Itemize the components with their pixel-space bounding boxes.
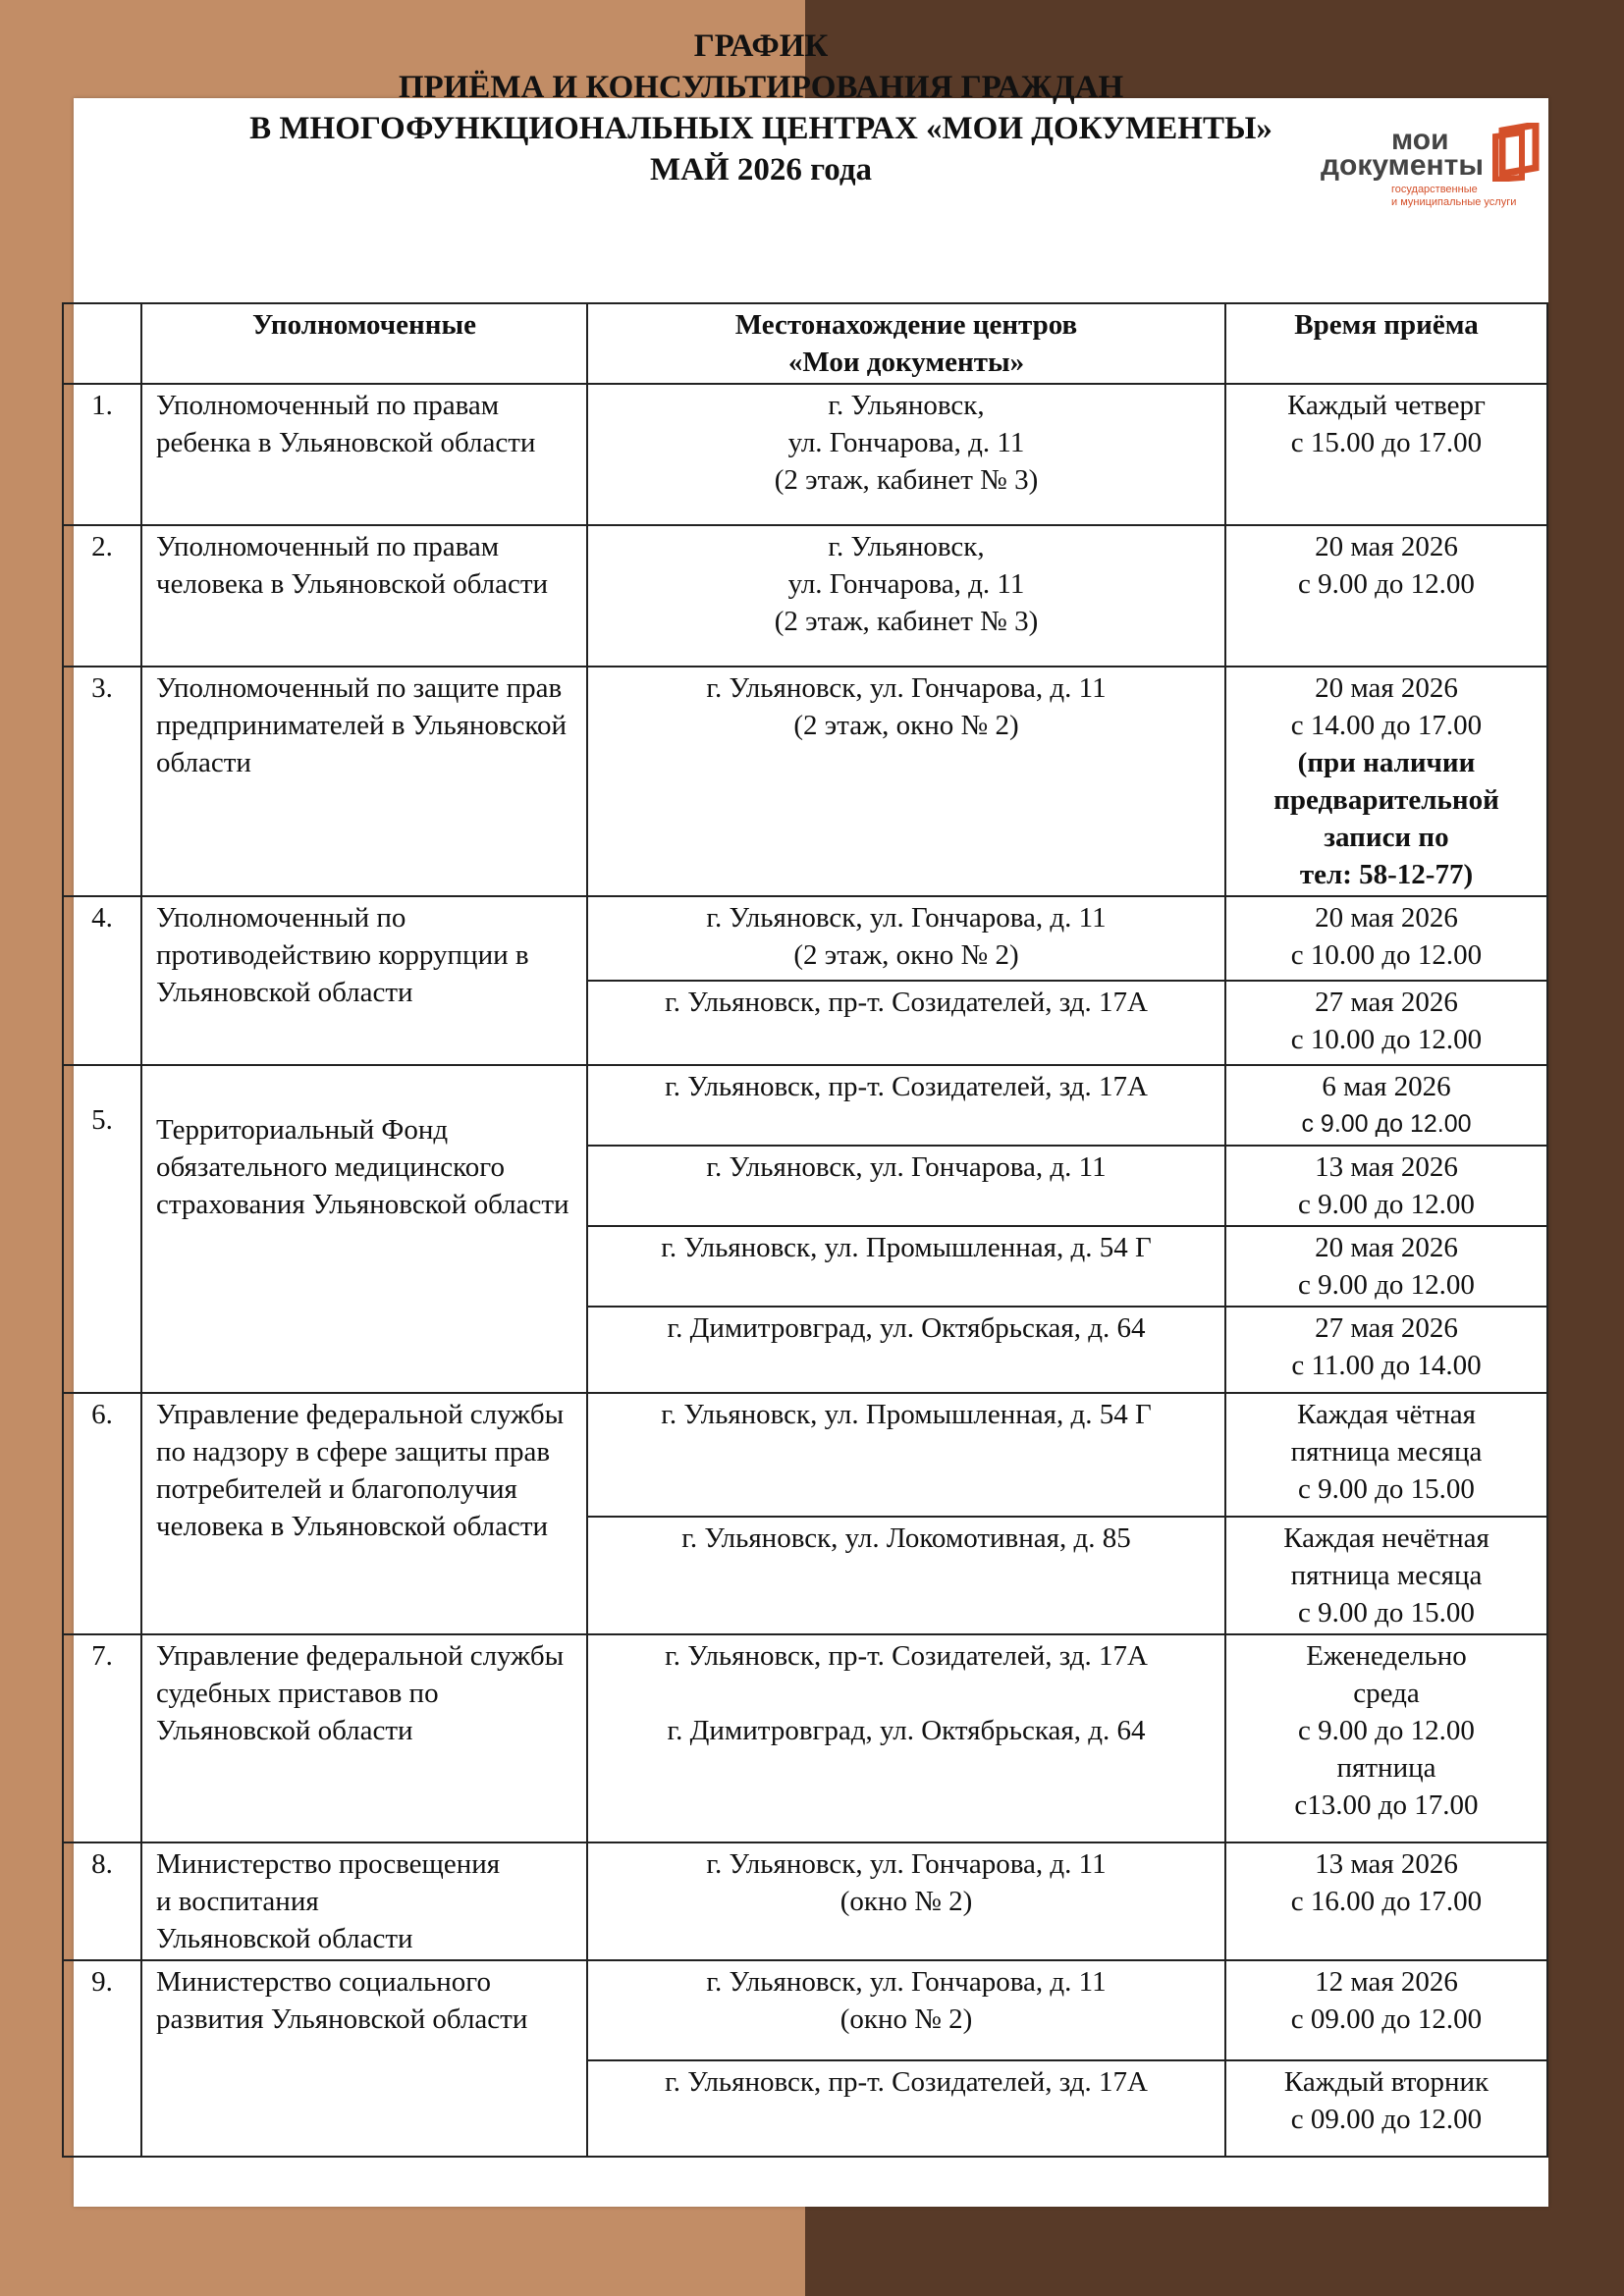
schedule-table xyxy=(62,302,1548,2158)
table-row xyxy=(63,667,1547,896)
row-location: г. Ульяновск, пр-т. Созидателей, зд. 17А xyxy=(587,2060,1225,2157)
row-time: 27 мая 2026 с 11.00 до 14.00 xyxy=(1225,1307,1547,1393)
row-location: г. Ульяновск, пр-т. Созидателей, зд. 17А г. Димитровград, ул. Октябрьская, д. 64 xyxy=(587,1634,1225,1842)
row-location: г. Ульяновск, ул. Гончарова, д. 11 (2 этаж, окно № 2) xyxy=(587,667,1225,896)
row-official: Министерство просвещения и воспитания Ульяновской области xyxy=(141,1842,587,1960)
row-time: Каждая чётная пятница месяца с 9.00 до 15.00 xyxy=(1225,1393,1547,1517)
header-location: Местонахождение центров «Мои документы» xyxy=(587,303,1225,384)
row-location: г. Ульяновск, пр-т. Созидателей, зд. 17А xyxy=(587,981,1225,1065)
logo-mark-icon xyxy=(1492,123,1542,182)
logo-main-text: документы xyxy=(1321,149,1484,182)
row-time: 20 мая 2026 с 9.00 до 12.00 xyxy=(1225,525,1547,667)
row-official: Министерство социального развития Ульяновской области xyxy=(141,1960,587,2157)
row-location: г. Ульяновск, ул. Гончарова, д. 11 (окно № 2) xyxy=(587,1960,1225,2060)
row-location: г. Ульяновск, ул. Гончарова, д. 11 (2 этаж, кабинет № 3) xyxy=(587,525,1225,667)
row-time: 6 мая 2026 с 9.00 до 12.00 xyxy=(1225,1065,1547,1146)
row-number: 7. xyxy=(63,1634,141,1842)
logo-top-text: мои xyxy=(1391,124,1449,156)
row-time: 13 мая 2026 с 16.00 до 17.00 xyxy=(1225,1842,1547,1960)
row-number: 3. xyxy=(63,667,141,896)
row-number: 8. xyxy=(63,1842,141,1960)
row-time: Еженедельно среда с 9.00 до 12.00 пятница с13.00 до 17.00 xyxy=(1225,1634,1547,1842)
row-location: г. Димитровград, ул. Октябрьская, д. 64 xyxy=(587,1307,1225,1393)
row-time: 20 мая 2026 с 14.00 до 17.00 (при наличии предварительной записи по тел: 58-12-77) xyxy=(1225,667,1547,896)
title-line-3: В МНОГОФУНКЦИОНАЛЬНЫХ ЦЕНТРАХ «МОИ ДОКУМЕНТЫ» xyxy=(249,111,1272,146)
row-official: Уполномоченный по противодействию коррупции в Ульяновской области xyxy=(141,896,587,1065)
row-time: 20 мая 2026 с 10.00 до 12.00 xyxy=(1225,896,1547,981)
row-number: 5. xyxy=(63,1065,141,1393)
row-number: 4. xyxy=(63,896,141,1065)
row-official: Уполномоченный по защите прав предпринимателей в Ульяновской области xyxy=(141,667,587,896)
table-row xyxy=(63,896,1547,981)
row-location: г. Ульяновск, пр-т. Созидателей, зд. 17А xyxy=(587,1065,1225,1146)
row-location: г. Ульяновск, ул. Локомотивная, д. 85 xyxy=(587,1517,1225,1634)
row-official: Управление федеральной службы по надзору в сфере защиты прав потребителей и благополучия человека в Ульяновской области xyxy=(141,1393,587,1634)
table-row xyxy=(63,1842,1547,1960)
header-who: Уполномоченные xyxy=(141,303,587,384)
row-time: 27 мая 2026 с 10.00 до 12.00 xyxy=(1225,981,1547,1065)
row-time: 13 мая 2026 с 9.00 до 12.00 xyxy=(1225,1146,1547,1226)
background-dark-bottom xyxy=(805,2194,1624,2296)
row-time: 12 мая 2026 с 09.00 до 12.00 xyxy=(1225,1960,1547,2060)
table-row xyxy=(63,1065,1547,1146)
row-official: Уполномоченный по правам человека в Ульяновской области xyxy=(141,525,587,667)
table-row xyxy=(63,525,1547,667)
row-location: г. Ульяновск, ул. Гончарова, д. 11 (окно № 2) xyxy=(587,1842,1225,1960)
row-official: Управление федеральной службы судебных приставов по Ульяновской области xyxy=(141,1634,587,1842)
page-title xyxy=(0,26,1522,190)
title-line-1: ГРАФИК xyxy=(693,28,829,64)
row-time: Каждый вторник с 09.00 до 12.00 xyxy=(1225,2060,1547,2157)
title-line-2: ПРИЁМА И КОНСУЛЬТИРОВАНИЯ ГРАЖДАН xyxy=(398,70,1124,105)
row-location: г. Ульяновск, ул. Промышленная, д. 54 Г xyxy=(587,1393,1225,1517)
header-time: Время приёма xyxy=(1225,303,1547,384)
moi-dokumenty-logo xyxy=(1321,123,1546,221)
row-location: г. Ульяновск, ул. Гончарова, д. 11 (2 этаж, окно № 2) xyxy=(587,896,1225,981)
title-line-4: МАЙ 2026 года xyxy=(649,152,873,187)
table-row xyxy=(63,1393,1547,1517)
row-location: г. Ульяновск, ул. Гончарова, д. 11 (2 этаж, кабинет № 3) xyxy=(587,384,1225,525)
row-time: 20 мая 2026 с 9.00 до 12.00 xyxy=(1225,1226,1547,1307)
row-official: Территориальный Фонд обязательного медицинского страхования Ульяновской области xyxy=(141,1065,587,1393)
table-row xyxy=(63,1960,1547,2060)
header-num xyxy=(63,303,141,384)
row-number: 6. xyxy=(63,1393,141,1634)
row-number: 2. xyxy=(63,525,141,667)
background-dark-right xyxy=(1546,0,1624,2296)
row-number: 1. xyxy=(63,384,141,525)
row-time: Каждый четверг с 15.00 до 17.00 xyxy=(1225,384,1547,525)
logo-subtitle: государственные и муниципальные услуги xyxy=(1391,184,1517,208)
table-header-row xyxy=(63,303,1547,384)
row-location: г. Ульяновск, ул. Гончарова, д. 11 xyxy=(587,1146,1225,1226)
table-row xyxy=(63,384,1547,525)
row-official: Уполномоченный по правам ребенка в Ульяновской области xyxy=(141,384,587,525)
row-number: 9. xyxy=(63,1960,141,2157)
row-time: Каждая нечётная пятница месяца с 9.00 до 15.00 xyxy=(1225,1517,1547,1634)
row-location: г. Ульяновск, ул. Промышленная, д. 54 Г xyxy=(587,1226,1225,1307)
table-row xyxy=(63,1634,1547,1842)
